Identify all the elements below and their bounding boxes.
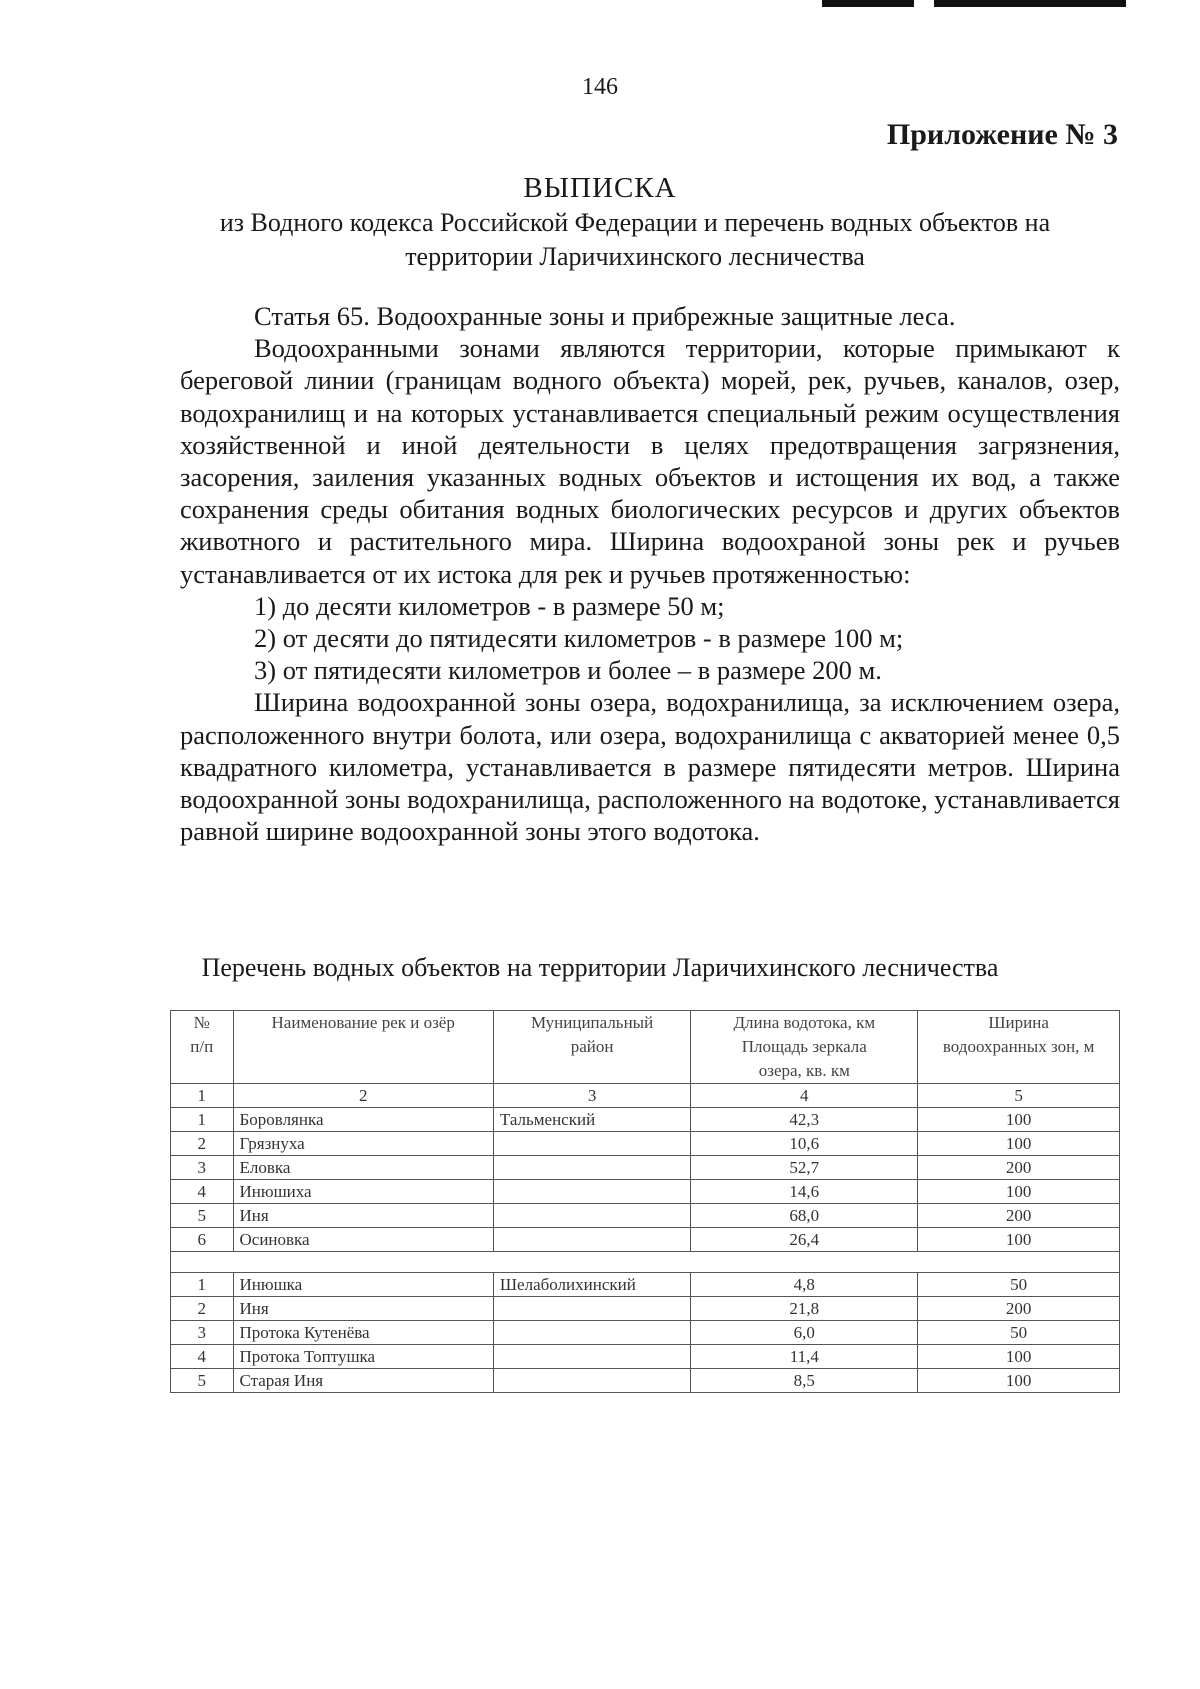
cell-num: 3 bbox=[171, 1156, 234, 1180]
table-row bbox=[171, 1108, 1120, 1132]
header-district bbox=[493, 1011, 690, 1084]
cell-length: 14,6 bbox=[691, 1180, 918, 1204]
header-text: п/п bbox=[190, 1037, 214, 1056]
table-row bbox=[171, 1369, 1120, 1393]
cell-name: Иня bbox=[233, 1204, 493, 1228]
cell-length: 11,4 bbox=[691, 1345, 918, 1369]
cell-district: Тальменский bbox=[493, 1108, 690, 1132]
cell-num: 2 bbox=[171, 1132, 234, 1156]
cell-name: Еловка bbox=[233, 1156, 493, 1180]
cell-district bbox=[493, 1321, 690, 1345]
cell-width: 200 bbox=[918, 1156, 1120, 1180]
cell-name: Старая Иня bbox=[233, 1369, 493, 1393]
cell-width: 100 bbox=[918, 1369, 1120, 1393]
table-row bbox=[171, 1297, 1120, 1321]
cell-num: 2 bbox=[171, 1297, 234, 1321]
table-body bbox=[171, 1084, 1120, 1393]
cell-district bbox=[493, 1180, 690, 1204]
body-text bbox=[180, 300, 1120, 847]
table-row bbox=[171, 1156, 1120, 1180]
cell-district bbox=[493, 1132, 690, 1156]
cell-length: 42,3 bbox=[691, 1108, 918, 1132]
table-row bbox=[171, 1345, 1120, 1369]
table-header-row bbox=[171, 1011, 1120, 1084]
page-number: 146 bbox=[582, 74, 618, 100]
table-row bbox=[171, 1321, 1120, 1345]
list-item: 3) от пятидесяти километров и более – в размере 200 м. bbox=[254, 655, 882, 686]
cell-name: Иня bbox=[233, 1297, 493, 1321]
cell-num: 1 bbox=[171, 1108, 234, 1132]
cell-width: 100 bbox=[918, 1345, 1120, 1369]
cell-num: 3 bbox=[171, 1321, 234, 1345]
cell-district bbox=[493, 1156, 690, 1180]
cell-name: Протока Топтушка bbox=[233, 1345, 493, 1369]
group-separator-row bbox=[171, 1252, 1120, 1273]
paragraph: Водоохранными зонами являются территории, которые примыкают к береговой линии (границам водного объекта) морей, рек, ручьев, каналов, озер, водохранилищ и на которых устанавливается специальный режим осуществления хозяйственной и иной деятельности в целях предотвращения загрязнения, засорения, заиления указанных водных объектов и истощения их вод, а также сохранения среды обитания водных биологических ресурсов и других объектов животного и растительного мира. Ширина водоохраной зоны рек и ручьев устанавливается от их истока для рек и ручьев протяженностью: bbox=[180, 333, 1120, 589]
cell-length: 68,0 bbox=[691, 1204, 918, 1228]
column-number: 5 bbox=[918, 1084, 1120, 1108]
paragraph: Ширина водоохранной зоны озера, водохранилища, за исключением озера, расположенного внутри болота, или озера, водохранилища с акваторией менее 0,5 квадратного километра, устанавливается в размере пятидесяти метров. Ширина водоохранной зоны водохранилища, расположенного на водотоке, устанавливается равной ширине водоохранной зоны этого водотока. bbox=[180, 687, 1120, 847]
cell-length: 21,8 bbox=[691, 1297, 918, 1321]
cell-name: Протока Кутенёва bbox=[233, 1321, 493, 1345]
scan-artifact-bar bbox=[822, 0, 914, 7]
header-text: Муниципальный bbox=[530, 1013, 654, 1032]
cell-length: 4,8 bbox=[691, 1273, 918, 1297]
header-number bbox=[171, 1011, 234, 1084]
cell-name: Осиновка bbox=[233, 1228, 493, 1252]
table-caption: Перечень водных объектов на территории Ларичихинского лесничества bbox=[201, 953, 999, 982]
cell-district bbox=[493, 1204, 690, 1228]
column-number: 1 bbox=[171, 1084, 234, 1108]
header-text: Ширина bbox=[988, 1013, 1049, 1032]
header-text: Площадь зеркала bbox=[741, 1037, 867, 1056]
header-text: водоохранных зон, м bbox=[942, 1037, 1095, 1056]
cell-num: 5 bbox=[171, 1369, 234, 1393]
header-length bbox=[691, 1011, 918, 1084]
header-text: район bbox=[570, 1037, 614, 1056]
cell-width: 200 bbox=[918, 1297, 1120, 1321]
header-name bbox=[233, 1011, 493, 1084]
table-row bbox=[171, 1180, 1120, 1204]
cell-width: 50 bbox=[918, 1273, 1120, 1297]
cell-name: Боровлянка bbox=[233, 1108, 493, 1132]
scan-artifact-bar bbox=[934, 0, 1126, 7]
cell-width: 100 bbox=[918, 1132, 1120, 1156]
cell-width: 100 bbox=[918, 1228, 1120, 1252]
cell-width: 50 bbox=[918, 1321, 1120, 1345]
cell-num: 5 bbox=[171, 1204, 234, 1228]
water-objects-table bbox=[170, 1010, 1120, 1393]
list-item: 1) до десяти километров - в размере 50 м; bbox=[254, 590, 725, 621]
cell-district bbox=[493, 1345, 690, 1369]
cell-width: 200 bbox=[918, 1204, 1120, 1228]
cell-num: 1 bbox=[171, 1273, 234, 1297]
column-number-row bbox=[171, 1084, 1120, 1108]
header-text: озера, кв. км bbox=[758, 1061, 850, 1080]
column-number: 3 bbox=[493, 1084, 690, 1108]
cell-width: 100 bbox=[918, 1108, 1120, 1132]
table-row bbox=[171, 1204, 1120, 1228]
column-number: 4 bbox=[691, 1084, 918, 1108]
table-row bbox=[171, 1273, 1120, 1297]
list-item: 2) от десяти до пятидесяти километров - в размере 100 м; bbox=[254, 623, 904, 654]
cell-length: 6,0 bbox=[691, 1321, 918, 1345]
table-row bbox=[171, 1132, 1120, 1156]
header-width bbox=[918, 1011, 1120, 1084]
cell-name: Грязнуха bbox=[233, 1132, 493, 1156]
appendix-label: Приложение № 3 bbox=[886, 118, 1118, 151]
cell-num: 6 bbox=[171, 1228, 234, 1252]
header-text: Наименование рек и озёр bbox=[271, 1013, 455, 1032]
cell-num: 4 bbox=[171, 1345, 234, 1369]
cell-length: 8,5 bbox=[691, 1369, 918, 1393]
column-number: 2 bbox=[233, 1084, 493, 1108]
cell-length: 52,7 bbox=[691, 1156, 918, 1180]
document-title: ВЫПИСКА bbox=[523, 172, 677, 204]
separator-cell bbox=[171, 1252, 1120, 1273]
article-heading: Статья 65. Водоохранные зоны и прибрежные защитные леса. bbox=[254, 301, 956, 331]
cell-district bbox=[493, 1228, 690, 1252]
cell-length: 26,4 bbox=[691, 1228, 918, 1252]
table-row bbox=[171, 1228, 1120, 1252]
cell-name: Инюшиха bbox=[233, 1180, 493, 1204]
cell-num: 4 bbox=[171, 1180, 234, 1204]
header-text: Длина водотока, км bbox=[733, 1013, 876, 1032]
cell-district: Шелаболихинский bbox=[493, 1273, 690, 1297]
cell-district bbox=[493, 1369, 690, 1393]
header-text: № bbox=[193, 1013, 210, 1032]
cell-length: 10,6 bbox=[691, 1132, 918, 1156]
document-subtitle: из Водного кодекса Российской Федерации и перечень водных объектов на территории Ларичихинского лесничества bbox=[219, 208, 1051, 271]
cell-width: 100 bbox=[918, 1180, 1120, 1204]
cell-name: Инюшка bbox=[233, 1273, 493, 1297]
cell-district bbox=[493, 1297, 690, 1321]
